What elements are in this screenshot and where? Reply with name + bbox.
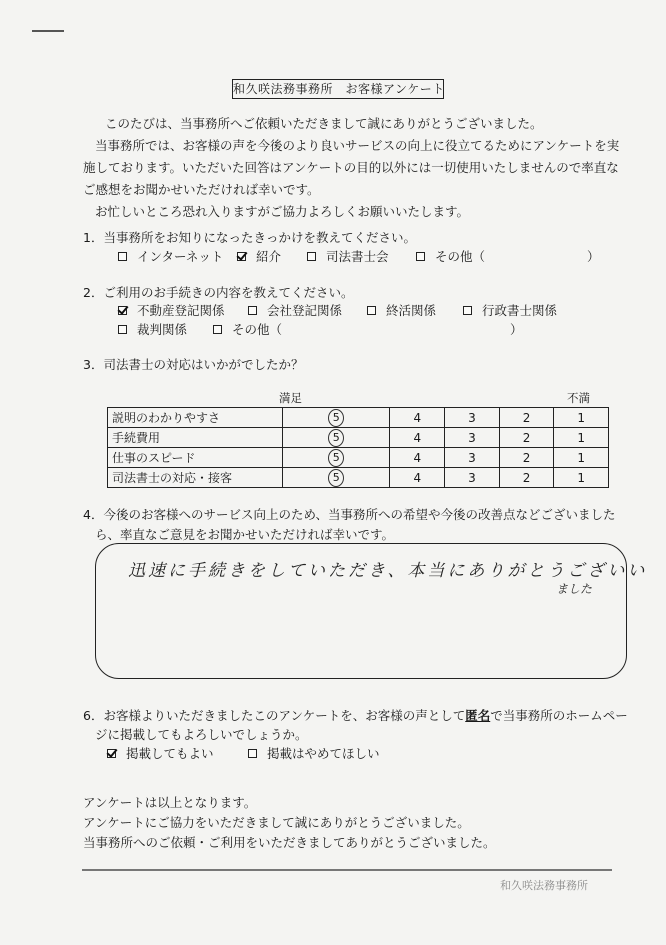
- rating-cell-3[interactable]: 3: [445, 428, 500, 448]
- question-4-line-1: 4．今後のお客様へのサービス向上のため、当事務所への希望や今後の改善点などございました: [83, 507, 616, 522]
- rating-high-label: 満足: [279, 391, 302, 405]
- checkbox-checked[interactable]: [118, 306, 127, 315]
- q2-other-close: ）: [510, 322, 523, 337]
- rating-cell-5[interactable]: [283, 408, 390, 428]
- rating-cell-4[interactable]: 4: [390, 408, 445, 428]
- corner-mark: [32, 30, 64, 32]
- checkbox[interactable]: [307, 252, 316, 261]
- rating-row-label: 司法書士の対応・接客: [108, 468, 283, 488]
- intro-line-4: ご感想をお聞かせいただければ幸いです。: [83, 182, 320, 197]
- closing-line-2: アンケートにご協力をいただきまして誠にありがとうございました。: [83, 815, 470, 830]
- survey-title: 和久咲法務事務所 お客様アンケート: [232, 79, 444, 99]
- rating-cell-4[interactable]: 4: [390, 468, 445, 488]
- rating-row: [108, 408, 609, 428]
- q2-option-end-of-life[interactable]: 終活関係: [367, 301, 436, 319]
- checkbox[interactable]: [248, 749, 257, 758]
- selected-circle: 5: [328, 469, 344, 487]
- question-4-line-2: ら、率直なご意見をお聞かせいただければ幸いです。: [95, 527, 395, 542]
- checkbox[interactable]: [118, 252, 127, 261]
- selected-circle: 5: [328, 449, 344, 467]
- rating-cell-1[interactable]: 1: [554, 448, 609, 468]
- rating-cell-3[interactable]: 3: [445, 468, 500, 488]
- checkbox-checked[interactable]: [237, 252, 246, 261]
- closing-line-1: アンケートは以上となります。: [83, 795, 257, 810]
- rating-cell-3[interactable]: 3: [445, 408, 500, 428]
- footer-rule: [82, 869, 612, 871]
- checkbox[interactable]: [118, 325, 127, 334]
- checkbox[interactable]: [213, 325, 222, 334]
- checkbox-checked[interactable]: [107, 749, 116, 758]
- question-6-line-2: ジに掲載してもよろしいでしょうか。: [95, 727, 308, 742]
- q1-option-referral[interactable]: 紹介: [237, 247, 281, 265]
- rating-row: [108, 428, 609, 448]
- q1-option-bar-association[interactable]: 司法書士会: [307, 247, 389, 265]
- q2-option-real-estate[interactable]: 不動産登記関係: [118, 301, 225, 319]
- q2-option-administrative[interactable]: 行政書士関係: [463, 301, 557, 319]
- rating-row-label: 仕事のスピード: [108, 448, 283, 468]
- question-1: 1．当事務所をお知りになったきっかけを教えてください。: [83, 230, 416, 245]
- rating-low-label: 不満: [567, 391, 590, 405]
- rating-cell-3[interactable]: 3: [445, 448, 500, 468]
- question-2: 2．ご利用のお手続きの内容を教えてください。: [83, 285, 354, 300]
- rating-row-label: 手続費用: [108, 428, 283, 448]
- checkbox[interactable]: [367, 306, 376, 315]
- question-3: 3．司法書士の対応はいかがでしたか？: [83, 357, 304, 372]
- q6-option-allow[interactable]: 掲載してもよい: [107, 744, 214, 762]
- selected-circle: 5: [328, 429, 344, 447]
- q1-option-other[interactable]: その他（: [416, 247, 485, 265]
- rating-cell-1[interactable]: 1: [554, 408, 609, 428]
- intro-line-3: 施しております。いただいた回答はアンケートの目的以外には一切使用いたしませんので率直な: [83, 160, 619, 175]
- rating-cell-5[interactable]: [283, 468, 390, 488]
- handwritten-comment-line-1: 迅速に手続きをしていただき、本当にありがとうございい: [128, 561, 648, 581]
- rating-row: [108, 468, 609, 488]
- intro-line-1: このたびは、当事務所へご依頼いただきまして誠にありがとうございました。: [105, 116, 543, 131]
- intro-line-2: 当事務所では、お客様の声を今後のより良いサービスの向上に役立てるためにアンケートを実: [95, 138, 620, 153]
- question-6-line-1: 6．お客様よりいただきましたこのアンケートを、お客様の声として匿名で当事務所のホームペー: [83, 708, 628, 723]
- q1-option-internet[interactable]: インターネット: [118, 247, 223, 265]
- rating-row: [108, 448, 609, 468]
- checkbox[interactable]: [463, 306, 472, 315]
- handwritten-comment-line-2: ました: [556, 582, 593, 596]
- rating-cell-1[interactable]: 1: [554, 468, 609, 488]
- rating-table: [107, 407, 609, 488]
- intro-line-5: お忙しいところ恐れ入りますがご協力よろしくお願いいたします。: [95, 204, 470, 219]
- rating-cell-1[interactable]: 1: [554, 428, 609, 448]
- q6-option-decline[interactable]: 掲載はやめてほしい: [248, 744, 380, 762]
- office-stamp: 和久咲法務事務所: [500, 879, 588, 892]
- selected-circle: 5: [328, 409, 344, 427]
- rating-cell-5[interactable]: [283, 448, 390, 468]
- q1-other-close: ）: [587, 249, 600, 264]
- rating-cell-2[interactable]: 2: [499, 408, 554, 428]
- checkbox[interactable]: [416, 252, 425, 261]
- closing-line-3: 当事務所へのご依頼・ご利用をいただきましてありがとうございました。: [83, 835, 496, 850]
- rating-cell-4[interactable]: 4: [390, 428, 445, 448]
- rating-cell-5[interactable]: [283, 428, 390, 448]
- rating-cell-2[interactable]: 2: [499, 448, 554, 468]
- q2-option-other[interactable]: その他（: [213, 320, 282, 338]
- rating-cell-4[interactable]: 4: [390, 448, 445, 468]
- rating-row-label: 説明のわかりやすさ: [108, 408, 283, 428]
- checkbox[interactable]: [248, 306, 257, 315]
- q2-option-court[interactable]: 裁判関係: [118, 320, 187, 338]
- rating-cell-2[interactable]: 2: [499, 468, 554, 488]
- rating-cell-2[interactable]: 2: [499, 428, 554, 448]
- anonymous-emphasis: 匿名: [465, 708, 491, 723]
- q2-option-company[interactable]: 会社登記関係: [248, 301, 342, 319]
